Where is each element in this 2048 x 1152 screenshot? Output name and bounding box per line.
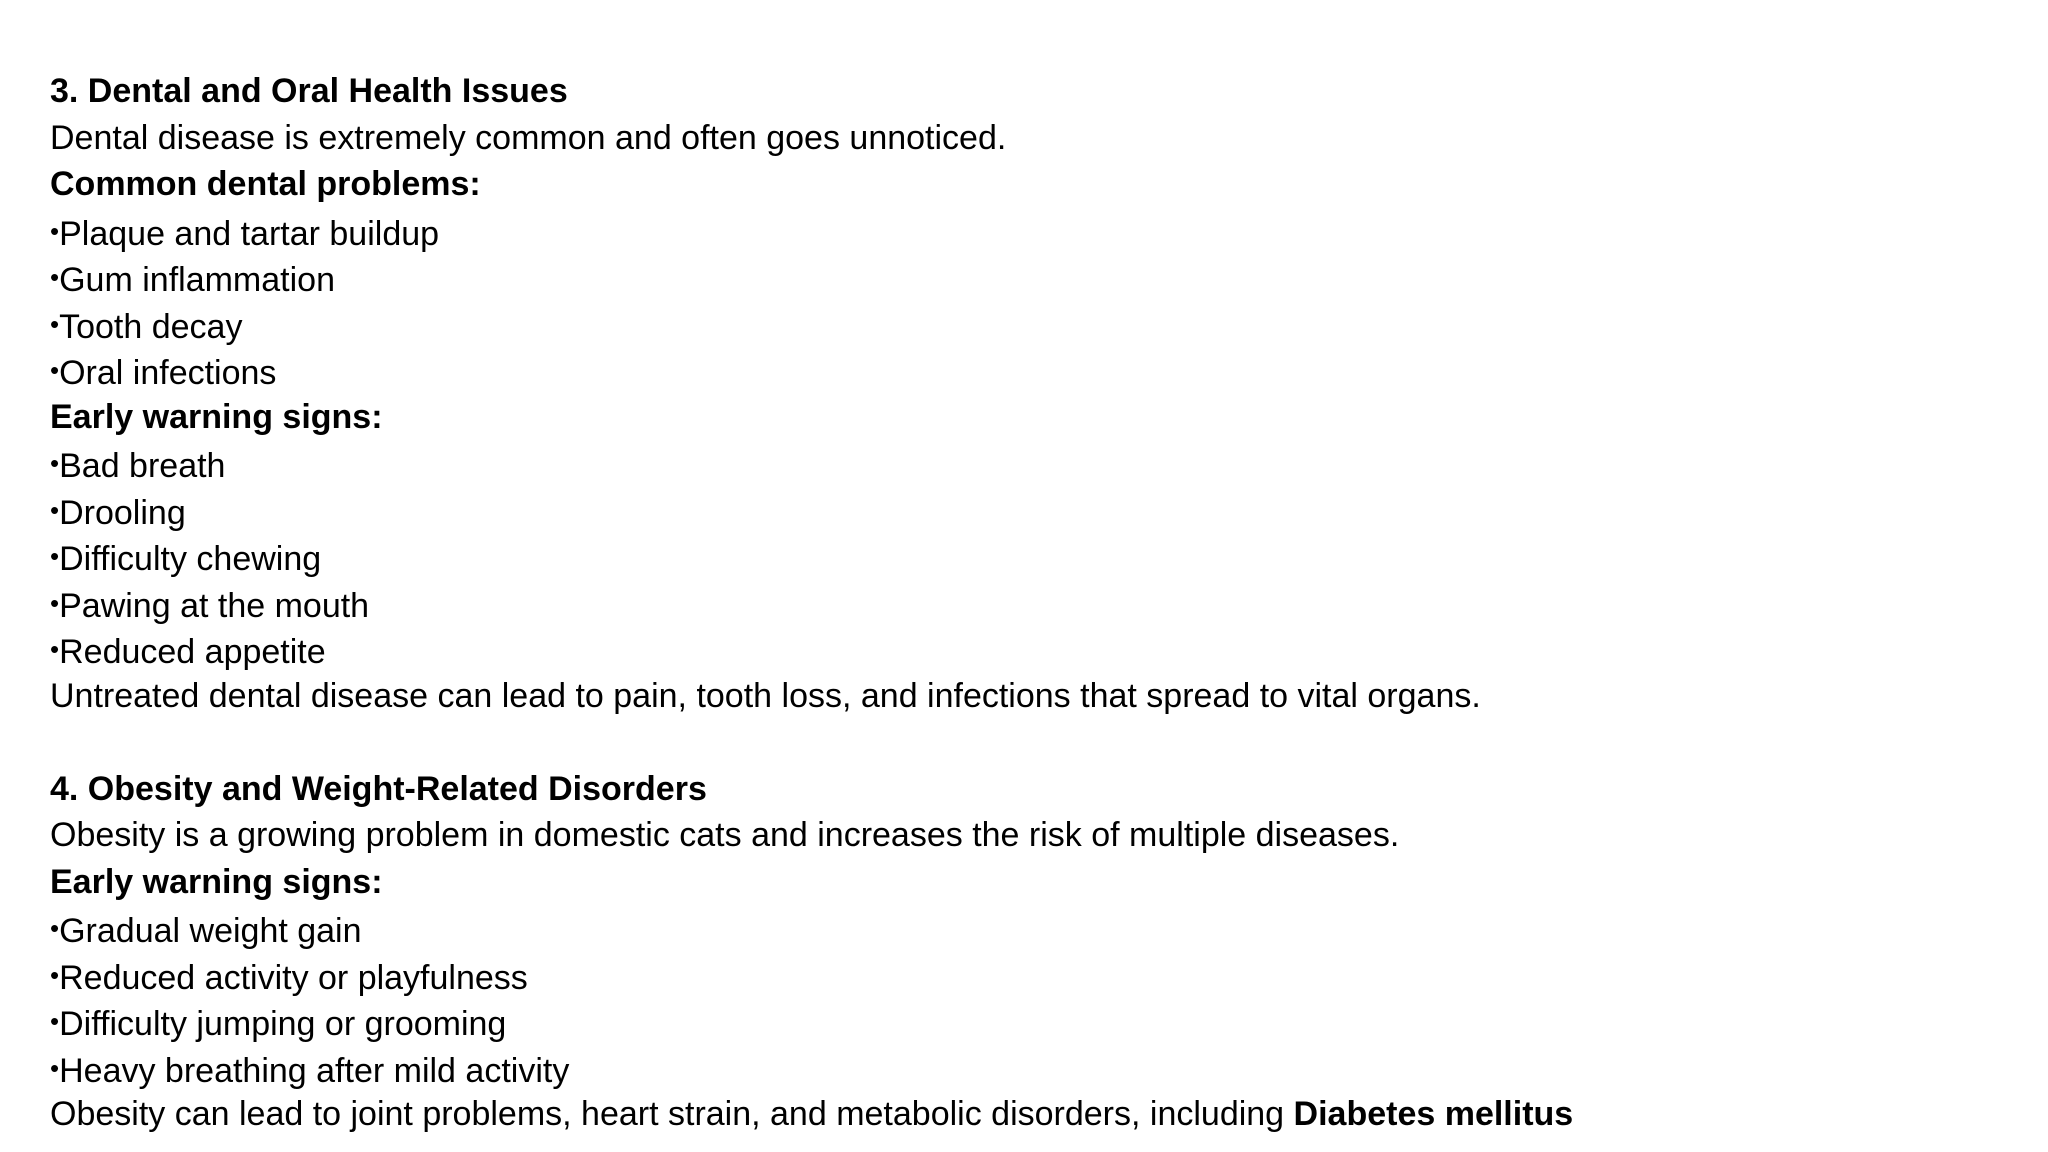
list-item-text: Gum inflammation — [59, 261, 335, 299]
list-item-text: Plaque and tartar buildup — [59, 214, 440, 253]
bullet-icon: • — [50, 1052, 60, 1083]
list-item-text: Reduced activity or playfulness — [59, 958, 528, 997]
list-item-text: Pawing at the mouth — [59, 586, 370, 625]
bullet-icon: • — [50, 494, 60, 525]
section-4-title: 4. Obesity and Weight-Related Disorders — [50, 769, 707, 808]
spacer — [50, 719, 2010, 766]
list-item — [50, 626, 2010, 673]
list-item — [50, 208, 2010, 255]
section-4-conclusion — [50, 1091, 2010, 1138]
list-item-text: Heavy breathing after mild activity — [59, 1051, 570, 1090]
conclusion-text: Obesity can lead to joint problems, heart strain, and metabolic disorders, including — [50, 1095, 1294, 1133]
section-3-title: 3. Dental and Oral Health Issues — [50, 72, 568, 110]
obesity-signs-heading: Early warning signs: — [50, 862, 383, 901]
list-item-text: Reduced appetite — [59, 633, 326, 671]
bullet-icon: • — [50, 587, 60, 618]
section-3-intro: Dental disease is extremely common and often goes unnoticed. — [50, 118, 1007, 157]
list-item-text: Drooling — [59, 493, 186, 532]
list-item-text: Difficulty chewing — [59, 540, 322, 578]
bullet-icon: • — [50, 541, 60, 571]
list-item — [50, 580, 2010, 627]
list-item — [50, 905, 2010, 952]
list-item — [50, 998, 2010, 1045]
bullet-icon: • — [50, 634, 60, 664]
list-item — [50, 254, 2010, 301]
bullet-icon: • — [50, 215, 60, 246]
list-item — [50, 1045, 2010, 1092]
list-item — [50, 533, 2010, 580]
bullet-icon: • — [50, 308, 60, 339]
bullet-icon: • — [50, 913, 60, 943]
list-item-text: Gradual weight gain — [59, 912, 362, 950]
dental-problems-heading: Common dental problems: — [50, 165, 481, 203]
bullet-icon: • — [50, 448, 60, 478]
bullet-icon: • — [50, 355, 60, 385]
section-3-conclusion: Untreated dental disease can lead to pain, tooth loss, and infections that spread to vital organs. — [50, 676, 1481, 715]
list-item — [50, 301, 2010, 348]
list-item — [50, 487, 2010, 534]
section-4-intro: Obesity is a growing problem in domestic cats and increases the risk of multiple diseases. — [50, 816, 1400, 854]
bullet-icon: • — [50, 262, 60, 292]
list-item — [50, 440, 2010, 487]
bullet-icon: • — [50, 1006, 60, 1036]
list-item-text: Tooth decay — [59, 307, 243, 346]
list-item — [50, 347, 2010, 394]
list-item — [50, 952, 2010, 999]
list-item-text: Difficulty jumping or grooming — [59, 1005, 507, 1043]
list-item-text: Oral infections — [59, 354, 277, 392]
dental-signs-heading: Early warning signs: — [50, 397, 383, 436]
diabetes-term: Diabetes mellitus — [1293, 1095, 1574, 1133]
slide-content — [50, 68, 2010, 1138]
list-item-text: Bad breath — [59, 447, 226, 485]
bullet-icon: • — [50, 959, 60, 990]
